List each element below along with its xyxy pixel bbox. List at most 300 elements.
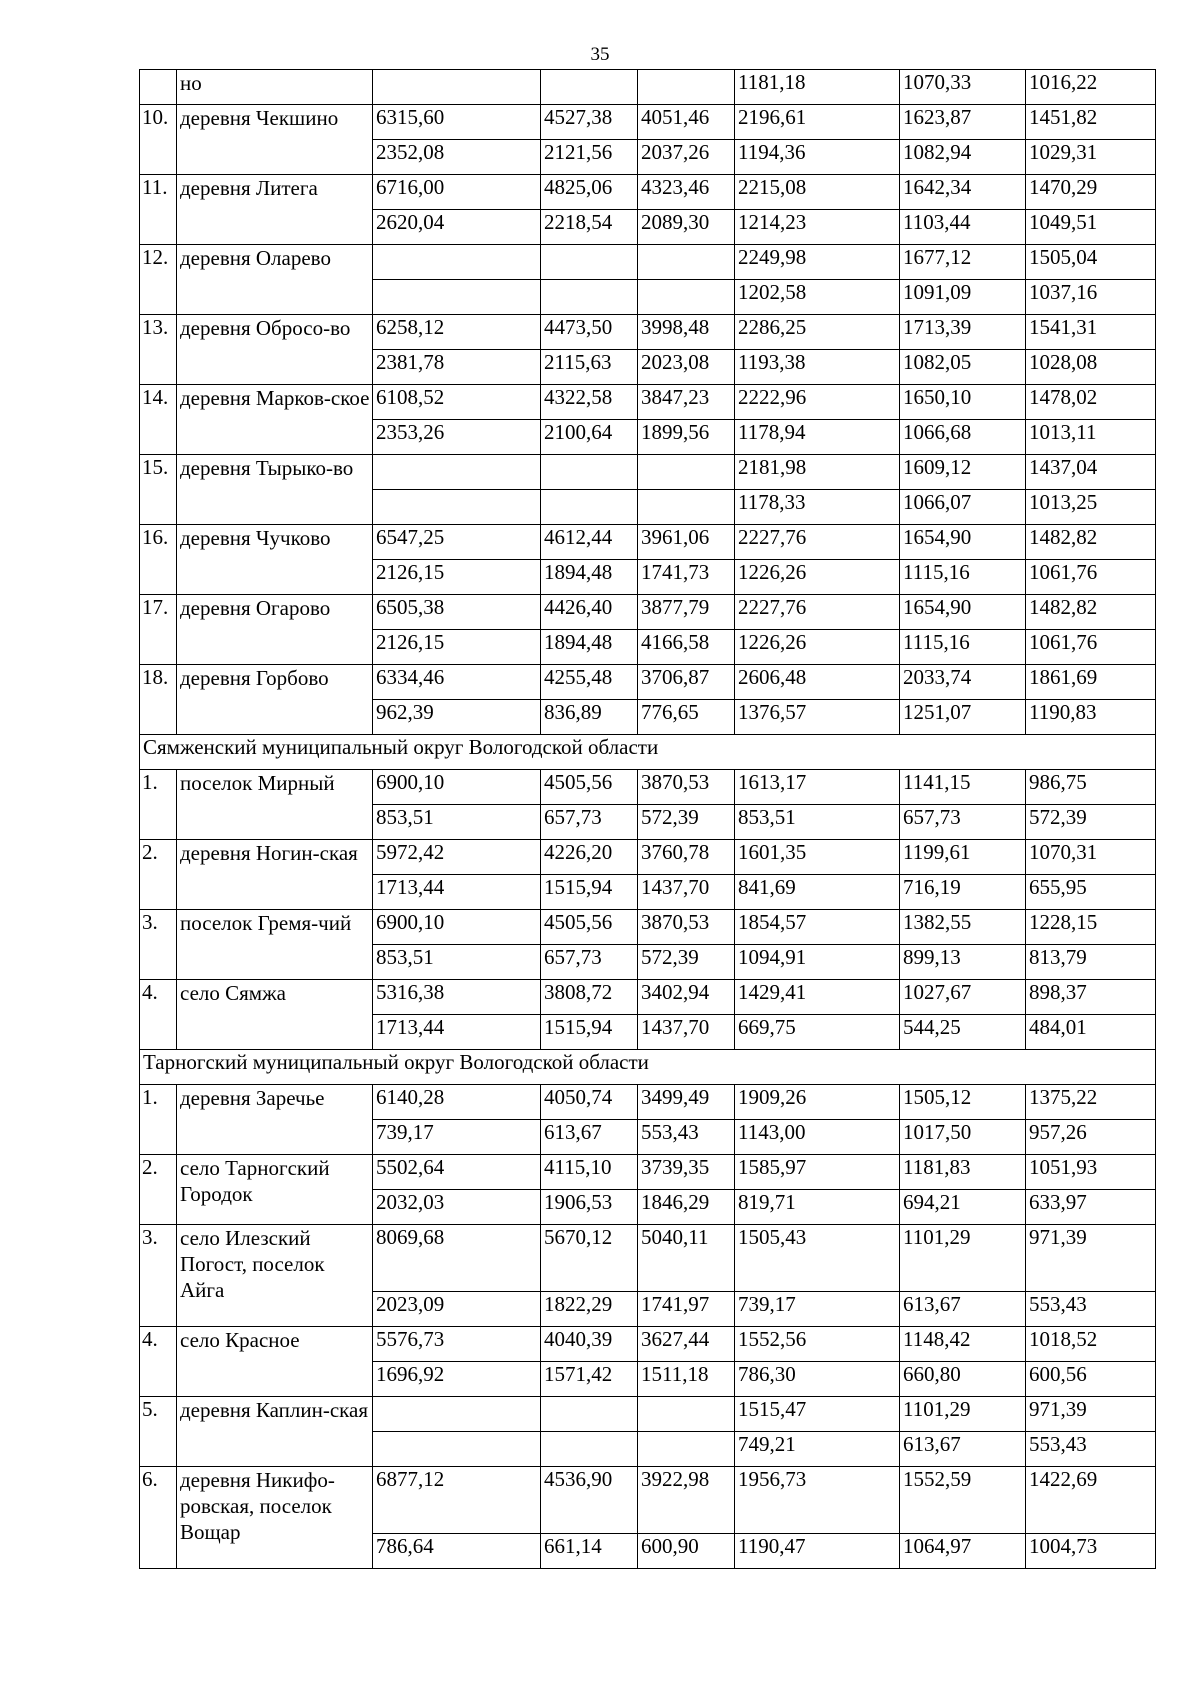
- value-cell: 1713,44: [373, 875, 541, 910]
- value-cell: 572,39: [1026, 805, 1156, 840]
- table-row: [140, 1397, 1156, 1432]
- settlement-name: деревня Оларево: [177, 245, 373, 315]
- value-cell: 2352,08: [373, 140, 541, 175]
- value-cell: 1082,05: [900, 350, 1026, 385]
- value-cell: 1141,15: [900, 770, 1026, 805]
- value-cell: 544,25: [900, 1015, 1026, 1050]
- value-cell: 2381,78: [373, 350, 541, 385]
- settlement-name: село Сямжа: [177, 980, 373, 1050]
- settlement-name: село Красное: [177, 1327, 373, 1397]
- value-cell: 1552,56: [735, 1327, 900, 1362]
- value-cell: 4527,38: [541, 105, 638, 140]
- value-cell: [373, 280, 541, 315]
- value-cell: 841,69: [735, 875, 900, 910]
- value-cell: 1854,57: [735, 910, 900, 945]
- value-cell: 1178,94: [735, 420, 900, 455]
- value-cell: 600,90: [638, 1534, 735, 1569]
- value-cell: 2115,63: [541, 350, 638, 385]
- value-cell: 1018,52: [1026, 1327, 1156, 1362]
- row-number: 4.: [140, 1327, 177, 1397]
- value-cell: 4322,58: [541, 385, 638, 420]
- value-cell: 2023,08: [638, 350, 735, 385]
- value-cell: 3499,49: [638, 1085, 735, 1120]
- value-cell: 1505,12: [900, 1085, 1026, 1120]
- value-cell: 5972,42: [373, 840, 541, 875]
- row-number: [140, 70, 177, 105]
- value-cell: 1091,09: [900, 280, 1026, 315]
- value-cell: 8069,68: [373, 1225, 541, 1292]
- value-cell: [638, 70, 735, 105]
- value-cell: 613,67: [900, 1292, 1026, 1327]
- value-cell: [541, 70, 638, 105]
- value-cell: 1194,36: [735, 140, 900, 175]
- value-cell: 786,30: [735, 1362, 900, 1397]
- value-cell: 1193,38: [735, 350, 900, 385]
- value-cell: 6900,10: [373, 910, 541, 945]
- value-cell: 669,75: [735, 1015, 900, 1050]
- value-cell: 1190,83: [1026, 700, 1156, 735]
- value-cell: 5670,12: [541, 1225, 638, 1292]
- value-cell: 657,73: [541, 805, 638, 840]
- row-number: 3.: [140, 1225, 177, 1327]
- value-cell: 899,13: [900, 945, 1026, 980]
- value-cell: 971,39: [1026, 1225, 1156, 1292]
- value-cell: [638, 245, 735, 280]
- value-cell: 813,79: [1026, 945, 1156, 980]
- value-cell: [373, 1397, 541, 1432]
- value-cell: 484,01: [1026, 1015, 1156, 1050]
- value-cell: 600,56: [1026, 1362, 1156, 1397]
- value-cell: 1226,26: [735, 560, 900, 595]
- table-row: [140, 665, 1156, 700]
- value-cell: [373, 1432, 541, 1467]
- settlement-name: поселок Мирный: [177, 770, 373, 840]
- row-number: 15.: [140, 455, 177, 525]
- value-cell: 1478,02: [1026, 385, 1156, 420]
- value-cell: 2089,30: [638, 210, 735, 245]
- table-body: [140, 70, 1156, 1569]
- value-cell: 3870,53: [638, 770, 735, 805]
- value-cell: 1741,73: [638, 560, 735, 595]
- value-cell: 2606,48: [735, 665, 900, 700]
- value-cell: 661,14: [541, 1534, 638, 1569]
- value-cell: 3760,78: [638, 840, 735, 875]
- value-cell: 739,17: [373, 1120, 541, 1155]
- value-cell: [638, 490, 735, 525]
- table-row: [140, 245, 1156, 280]
- section-row: [140, 1050, 1156, 1085]
- value-cell: [373, 70, 541, 105]
- value-cell: 3922,98: [638, 1467, 735, 1534]
- value-cell: 1082,94: [900, 140, 1026, 175]
- value-cell: 633,97: [1026, 1190, 1156, 1225]
- value-cell: 4323,46: [638, 175, 735, 210]
- value-cell: 2023,09: [373, 1292, 541, 1327]
- value-cell: 1226,26: [735, 630, 900, 665]
- value-cell: 1437,70: [638, 875, 735, 910]
- row-number: 13.: [140, 315, 177, 385]
- table-row: [140, 455, 1156, 490]
- value-cell: 1101,29: [900, 1225, 1026, 1292]
- value-cell: 1654,90: [900, 595, 1026, 630]
- row-number: 12.: [140, 245, 177, 315]
- value-cell: 4825,06: [541, 175, 638, 210]
- row-number: 4.: [140, 980, 177, 1050]
- value-cell: 1505,04: [1026, 245, 1156, 280]
- table-row: [140, 525, 1156, 560]
- value-cell: 4115,10: [541, 1155, 638, 1190]
- value-cell: 1713,44: [373, 1015, 541, 1050]
- value-cell: 1437,70: [638, 1015, 735, 1050]
- value-cell: 1148,42: [900, 1327, 1026, 1362]
- value-cell: 1103,44: [900, 210, 1026, 245]
- table-row: [140, 385, 1156, 420]
- row-number: 10.: [140, 105, 177, 175]
- value-cell: 4612,44: [541, 525, 638, 560]
- value-cell: 1511,18: [638, 1362, 735, 1397]
- value-cell: 6877,12: [373, 1467, 541, 1534]
- value-cell: [373, 455, 541, 490]
- value-cell: [638, 1397, 735, 1432]
- value-cell: 1017,50: [900, 1120, 1026, 1155]
- page-number: 35: [590, 44, 610, 65]
- row-number: 14.: [140, 385, 177, 455]
- value-cell: 1251,07: [900, 700, 1026, 735]
- value-cell: 1376,57: [735, 700, 900, 735]
- settlement-name: деревня Каплин-ская: [177, 1397, 373, 1467]
- value-cell: 4536,90: [541, 1467, 638, 1534]
- value-cell: [638, 1432, 735, 1467]
- value-cell: 613,67: [541, 1120, 638, 1155]
- value-cell: 1642,34: [900, 175, 1026, 210]
- value-cell: [541, 245, 638, 280]
- value-cell: 3847,23: [638, 385, 735, 420]
- settlement-name: деревня Никифо-ровская, поселок Вощар: [177, 1467, 373, 1569]
- value-cell: 1894,48: [541, 560, 638, 595]
- value-cell: 957,26: [1026, 1120, 1156, 1155]
- value-cell: 657,73: [900, 805, 1026, 840]
- table-row: [140, 315, 1156, 350]
- value-cell: 2100,64: [541, 420, 638, 455]
- table-row: [140, 175, 1156, 210]
- value-cell: 1696,92: [373, 1362, 541, 1397]
- row-number: 2.: [140, 840, 177, 910]
- value-cell: 4226,20: [541, 840, 638, 875]
- value-cell: [541, 455, 638, 490]
- value-cell: 1178,33: [735, 490, 900, 525]
- value-cell: 657,73: [541, 945, 638, 980]
- value-cell: 3808,72: [541, 980, 638, 1015]
- value-cell: 2181,98: [735, 455, 900, 490]
- value-cell: 986,75: [1026, 770, 1156, 805]
- table-row: [140, 1467, 1156, 1534]
- value-cell: 2222,96: [735, 385, 900, 420]
- value-cell: [638, 455, 735, 490]
- value-cell: [541, 280, 638, 315]
- value-cell: 1677,12: [900, 245, 1026, 280]
- value-cell: 572,39: [638, 945, 735, 980]
- table-row: [140, 840, 1156, 875]
- value-cell: 786,64: [373, 1534, 541, 1569]
- value-cell: 1016,22: [1026, 70, 1156, 105]
- value-cell: 898,37: [1026, 980, 1156, 1015]
- value-cell: 2037,26: [638, 140, 735, 175]
- value-cell: 1956,73: [735, 1467, 900, 1534]
- value-cell: 1894,48: [541, 630, 638, 665]
- value-cell: 5576,73: [373, 1327, 541, 1362]
- settlement-name: деревня Литега: [177, 175, 373, 245]
- value-cell: 3998,48: [638, 315, 735, 350]
- value-cell: 1214,23: [735, 210, 900, 245]
- value-cell: 1029,31: [1026, 140, 1156, 175]
- settlement-name: деревня Тырыко-во: [177, 455, 373, 525]
- table-row: [140, 1327, 1156, 1362]
- value-cell: 1143,00: [735, 1120, 900, 1155]
- value-cell: 1013,25: [1026, 490, 1156, 525]
- value-cell: 1613,17: [735, 770, 900, 805]
- section-title: Тарногский муниципальный округ Вологодской области: [140, 1050, 1156, 1085]
- settlement-name: деревня Горбово: [177, 665, 373, 735]
- table-row: [140, 980, 1156, 1015]
- value-cell: 6108,52: [373, 385, 541, 420]
- value-cell: 1899,56: [638, 420, 735, 455]
- value-cell: 962,39: [373, 700, 541, 735]
- table-row: [140, 770, 1156, 805]
- value-cell: [373, 245, 541, 280]
- value-cell: 553,43: [638, 1120, 735, 1155]
- value-cell: 4166,58: [638, 630, 735, 665]
- value-cell: 1202,58: [735, 280, 900, 315]
- settlement-name: деревня Огарово: [177, 595, 373, 665]
- value-cell: 853,51: [373, 945, 541, 980]
- row-number: 3.: [140, 910, 177, 980]
- value-cell: 1515,94: [541, 875, 638, 910]
- value-cell: 553,43: [1026, 1432, 1156, 1467]
- value-cell: 1846,29: [638, 1190, 735, 1225]
- value-cell: [541, 1432, 638, 1467]
- value-cell: 971,39: [1026, 1397, 1156, 1432]
- value-cell: 853,51: [373, 805, 541, 840]
- value-cell: 1515,94: [541, 1015, 638, 1050]
- table-row: [140, 70, 1156, 105]
- value-cell: 1064,97: [900, 1534, 1026, 1569]
- value-cell: 1094,91: [735, 945, 900, 980]
- value-cell: 660,80: [900, 1362, 1026, 1397]
- value-cell: 1066,68: [900, 420, 1026, 455]
- value-cell: 1181,18: [735, 70, 900, 105]
- table-row: [140, 1225, 1156, 1292]
- value-cell: 1906,53: [541, 1190, 638, 1225]
- value-cell: 1228,15: [1026, 910, 1156, 945]
- value-cell: 6334,46: [373, 665, 541, 700]
- row-number: 11.: [140, 175, 177, 245]
- value-cell: 1066,07: [900, 490, 1026, 525]
- row-number: 1.: [140, 770, 177, 840]
- value-cell: 1552,59: [900, 1467, 1026, 1534]
- value-cell: 1470,29: [1026, 175, 1156, 210]
- value-cell: 553,43: [1026, 1292, 1156, 1327]
- value-cell: 3870,53: [638, 910, 735, 945]
- value-cell: 1070,31: [1026, 840, 1156, 875]
- value-cell: 613,67: [900, 1432, 1026, 1467]
- settlement-name: деревня Обросо-во: [177, 315, 373, 385]
- value-cell: 6547,25: [373, 525, 541, 560]
- value-cell: 2227,76: [735, 525, 900, 560]
- value-cell: 716,19: [900, 875, 1026, 910]
- value-cell: 4505,56: [541, 770, 638, 805]
- value-cell: 1382,55: [900, 910, 1026, 945]
- value-cell: 819,71: [735, 1190, 900, 1225]
- value-cell: 5316,38: [373, 980, 541, 1015]
- value-cell: 4505,56: [541, 910, 638, 945]
- value-cell: 1115,16: [900, 560, 1026, 595]
- row-number: 18.: [140, 665, 177, 735]
- value-cell: 1623,87: [900, 105, 1026, 140]
- value-cell: 3739,35: [638, 1155, 735, 1190]
- value-cell: 2620,04: [373, 210, 541, 245]
- value-cell: 2126,15: [373, 630, 541, 665]
- value-cell: 655,95: [1026, 875, 1156, 910]
- value-cell: 2218,54: [541, 210, 638, 245]
- table-row: [140, 1085, 1156, 1120]
- row-number: 1.: [140, 1085, 177, 1155]
- value-cell: 5040,11: [638, 1225, 735, 1292]
- value-cell: 6140,28: [373, 1085, 541, 1120]
- value-cell: 776,65: [638, 700, 735, 735]
- value-cell: 572,39: [638, 805, 735, 840]
- value-cell: 1429,41: [735, 980, 900, 1015]
- row-number: 5.: [140, 1397, 177, 1467]
- value-cell: 4255,48: [541, 665, 638, 700]
- value-cell: 1115,16: [900, 630, 1026, 665]
- value-cell: 4050,74: [541, 1085, 638, 1120]
- value-cell: [541, 490, 638, 525]
- value-cell: 1061,76: [1026, 560, 1156, 595]
- value-cell: 4426,40: [541, 595, 638, 630]
- value-cell: 1004,73: [1026, 1534, 1156, 1569]
- value-cell: 4473,50: [541, 315, 638, 350]
- value-cell: 1861,69: [1026, 665, 1156, 700]
- value-cell: 1037,16: [1026, 280, 1156, 315]
- value-cell: 1028,08: [1026, 350, 1156, 385]
- table-row: [140, 105, 1156, 140]
- value-cell: 2249,98: [735, 245, 900, 280]
- value-cell: 3627,44: [638, 1327, 735, 1362]
- value-cell: 1070,33: [900, 70, 1026, 105]
- value-cell: [541, 1397, 638, 1432]
- row-number: 6.: [140, 1467, 177, 1569]
- value-cell: 1515,47: [735, 1397, 900, 1432]
- value-cell: 1650,10: [900, 385, 1026, 420]
- value-cell: 1601,35: [735, 840, 900, 875]
- value-cell: 1505,43: [735, 1225, 900, 1292]
- value-cell: 1482,82: [1026, 595, 1156, 630]
- value-cell: 6258,12: [373, 315, 541, 350]
- settlement-name: деревня Чекшино: [177, 105, 373, 175]
- value-cell: 853,51: [735, 805, 900, 840]
- settlement-name: деревня Ногин-ская: [177, 840, 373, 910]
- value-cell: 1190,47: [735, 1534, 900, 1569]
- value-cell: 1585,97: [735, 1155, 900, 1190]
- row-number: 2.: [140, 1155, 177, 1225]
- value-cell: 1101,29: [900, 1397, 1026, 1432]
- value-cell: 1909,26: [735, 1085, 900, 1120]
- value-cell: 3961,06: [638, 525, 735, 560]
- value-cell: 749,21: [735, 1432, 900, 1467]
- value-cell: 1051,93: [1026, 1155, 1156, 1190]
- value-cell: 5502,64: [373, 1155, 541, 1190]
- value-cell: 2286,25: [735, 315, 900, 350]
- value-cell: 2227,76: [735, 595, 900, 630]
- value-cell: 3877,79: [638, 595, 735, 630]
- settlement-name: деревня Чучково: [177, 525, 373, 595]
- value-cell: 6900,10: [373, 770, 541, 805]
- settlement-name: поселок Гремя-чий: [177, 910, 373, 980]
- value-cell: 2032,03: [373, 1190, 541, 1225]
- value-cell: 1061,76: [1026, 630, 1156, 665]
- table-row: [140, 910, 1156, 945]
- settlement-name: деревня Заречье: [177, 1085, 373, 1155]
- settlement-name: село Тарногский Городок: [177, 1155, 373, 1225]
- value-cell: 2126,15: [373, 560, 541, 595]
- value-cell: 6505,38: [373, 595, 541, 630]
- row-number: 16.: [140, 525, 177, 595]
- value-cell: 1654,90: [900, 525, 1026, 560]
- value-cell: 2215,08: [735, 175, 900, 210]
- value-cell: 1482,82: [1026, 525, 1156, 560]
- value-cell: 3402,94: [638, 980, 735, 1015]
- section-title: Сямженский муниципальный округ Вологодской области: [140, 735, 1156, 770]
- value-cell: 1013,11: [1026, 420, 1156, 455]
- value-cell: 1609,12: [900, 455, 1026, 490]
- value-cell: 1713,39: [900, 315, 1026, 350]
- section-row: [140, 735, 1156, 770]
- value-cell: 739,17: [735, 1292, 900, 1327]
- value-cell: 6315,60: [373, 105, 541, 140]
- value-cell: 1741,97: [638, 1292, 735, 1327]
- value-cell: 1541,31: [1026, 315, 1156, 350]
- value-cell: 2121,56: [541, 140, 638, 175]
- value-cell: 1437,04: [1026, 455, 1156, 490]
- value-cell: 1375,22: [1026, 1085, 1156, 1120]
- value-cell: 1422,69: [1026, 1467, 1156, 1534]
- settlement-name: деревня Марков-ское: [177, 385, 373, 455]
- settlement-name: но: [177, 70, 373, 105]
- tariff-table: [139, 69, 1156, 1569]
- value-cell: 2033,74: [900, 665, 1026, 700]
- table-row: [140, 1155, 1156, 1190]
- settlement-name: село Илезский Погост, поселок Айга: [177, 1225, 373, 1327]
- value-cell: [373, 490, 541, 525]
- value-cell: 1451,82: [1026, 105, 1156, 140]
- value-cell: 1199,61: [900, 840, 1026, 875]
- value-cell: 1181,83: [900, 1155, 1026, 1190]
- value-cell: 2353,26: [373, 420, 541, 455]
- value-cell: 6716,00: [373, 175, 541, 210]
- value-cell: 1571,42: [541, 1362, 638, 1397]
- table-row: [140, 595, 1156, 630]
- value-cell: 1049,51: [1026, 210, 1156, 245]
- value-cell: [638, 280, 735, 315]
- value-cell: 1027,67: [900, 980, 1026, 1015]
- row-number: 17.: [140, 595, 177, 665]
- value-cell: 2196,61: [735, 105, 900, 140]
- value-cell: 4040,39: [541, 1327, 638, 1362]
- value-cell: 4051,46: [638, 105, 735, 140]
- value-cell: 836,89: [541, 700, 638, 735]
- value-cell: 3706,87: [638, 665, 735, 700]
- value-cell: 694,21: [900, 1190, 1026, 1225]
